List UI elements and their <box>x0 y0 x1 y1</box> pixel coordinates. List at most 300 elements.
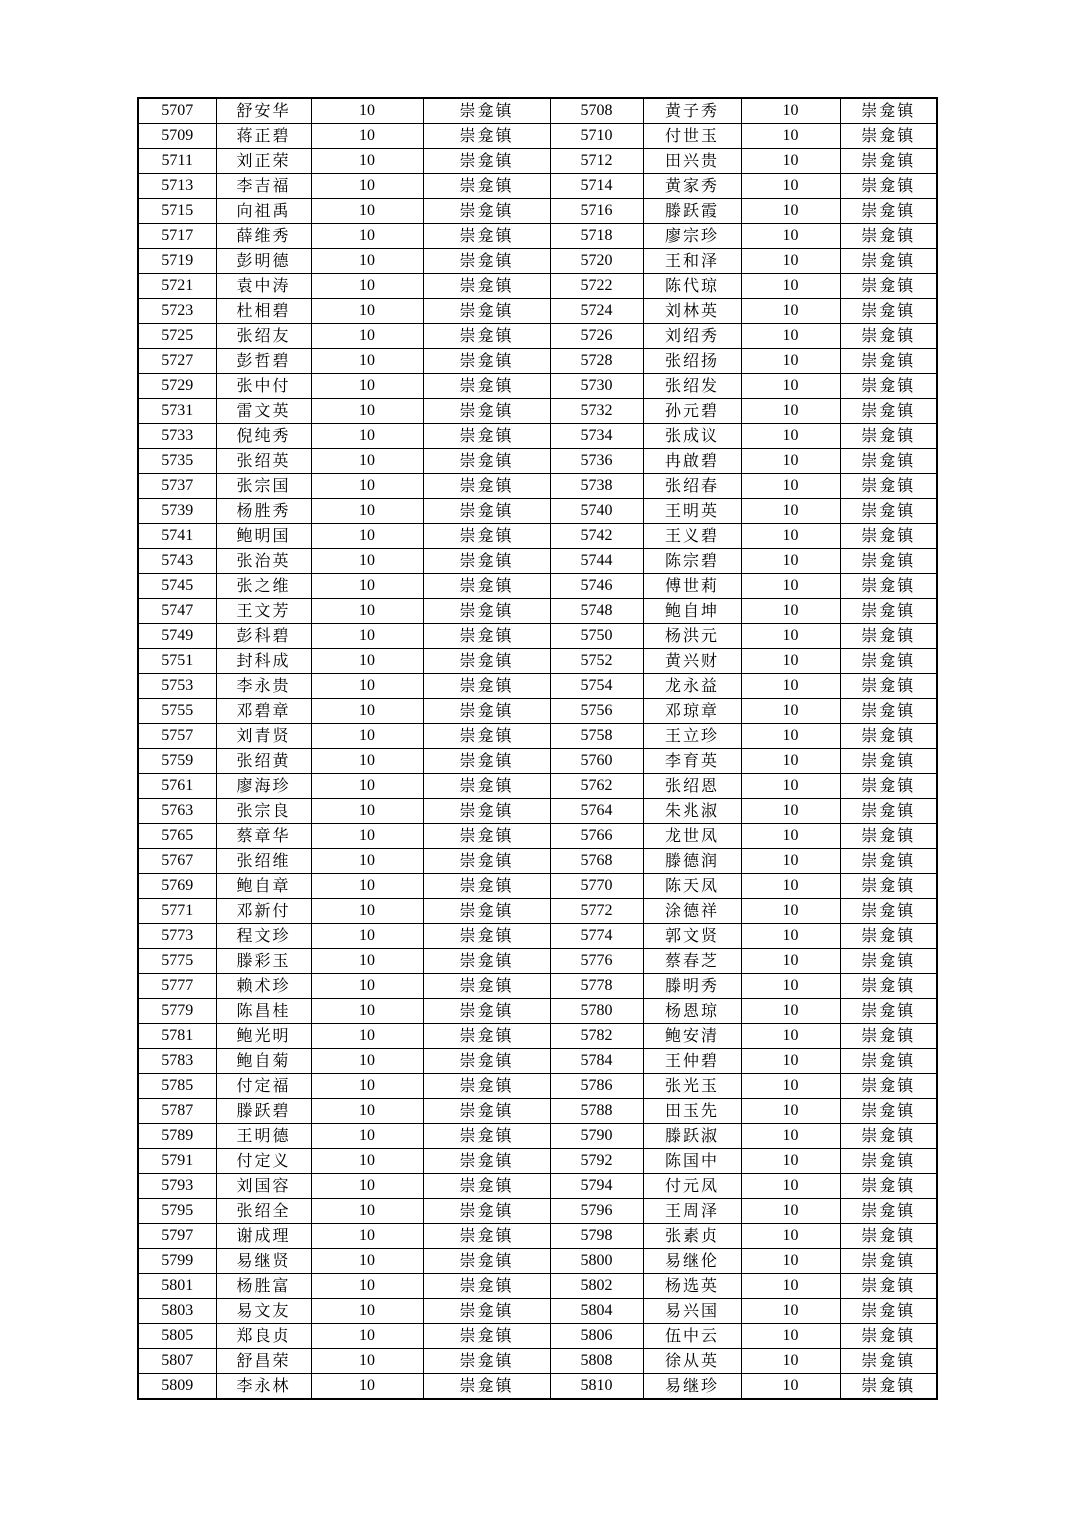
town-name-cell: 崇龛镇 <box>840 774 937 799</box>
amount-cell: 10 <box>311 1074 423 1099</box>
person-name-cell: 滕跃霞 <box>643 199 741 224</box>
record-number-cell: 5759 <box>138 749 216 774</box>
record-number-cell: 5800 <box>550 1249 643 1274</box>
table-row <box>138 724 937 749</box>
amount-cell: 10 <box>741 299 840 324</box>
record-number-cell: 5739 <box>138 499 216 524</box>
amount-cell: 10 <box>311 1374 423 1400</box>
town-name-cell: 崇龛镇 <box>840 174 937 199</box>
town-name-cell: 崇龛镇 <box>423 1374 550 1400</box>
person-name-cell: 杜相碧 <box>216 299 311 324</box>
person-name-cell: 朱兆淑 <box>643 799 741 824</box>
amount-cell: 10 <box>741 1324 840 1349</box>
person-name-cell: 鲍安清 <box>643 1024 741 1049</box>
record-number-cell: 5754 <box>550 674 643 699</box>
town-name-cell: 崇龛镇 <box>423 1274 550 1299</box>
person-name-cell: 涂德祥 <box>643 899 741 924</box>
record-number-cell: 5808 <box>550 1349 643 1374</box>
town-name-cell: 崇龛镇 <box>423 774 550 799</box>
record-number-cell: 5810 <box>550 1374 643 1400</box>
person-name-cell: 邓琼章 <box>643 699 741 724</box>
town-name-cell: 崇龛镇 <box>840 449 937 474</box>
record-number-cell: 5763 <box>138 799 216 824</box>
person-name-cell: 陈国中 <box>643 1149 741 1174</box>
table-row <box>138 674 937 699</box>
town-name-cell: 崇龛镇 <box>840 1024 937 1049</box>
town-name-cell: 崇龛镇 <box>423 574 550 599</box>
person-name-cell: 张绍春 <box>643 474 741 499</box>
town-name-cell: 崇龛镇 <box>423 1149 550 1174</box>
record-number-cell: 5804 <box>550 1299 643 1324</box>
record-number-cell: 5793 <box>138 1174 216 1199</box>
town-name-cell: 崇龛镇 <box>423 224 550 249</box>
table-row <box>138 1274 937 1299</box>
record-number-cell: 5758 <box>550 724 643 749</box>
person-name-cell: 陈代琼 <box>643 274 741 299</box>
person-name-cell: 张绍全 <box>216 1199 311 1224</box>
town-name-cell: 崇龛镇 <box>423 549 550 574</box>
record-number-cell: 5710 <box>550 124 643 149</box>
town-name-cell: 崇龛镇 <box>423 1174 550 1199</box>
town-name-cell: 崇龛镇 <box>840 999 937 1024</box>
town-name-cell: 崇龛镇 <box>840 949 937 974</box>
person-name-cell: 蔡章华 <box>216 824 311 849</box>
town-name-cell: 崇龛镇 <box>423 249 550 274</box>
record-number-cell: 5771 <box>138 899 216 924</box>
amount-cell: 10 <box>741 699 840 724</box>
table-row <box>138 849 937 874</box>
record-number-cell: 5789 <box>138 1124 216 1149</box>
record-number-cell: 5769 <box>138 874 216 899</box>
town-name-cell: 崇龛镇 <box>840 574 937 599</box>
person-name-cell: 刘绍秀 <box>643 324 741 349</box>
amount-cell: 10 <box>311 1099 423 1124</box>
record-number-cell: 5716 <box>550 199 643 224</box>
record-number-cell: 5744 <box>550 549 643 574</box>
amount-cell: 10 <box>311 1024 423 1049</box>
amount-cell: 10 <box>741 624 840 649</box>
record-number-cell: 5762 <box>550 774 643 799</box>
person-name-cell: 彭科碧 <box>216 624 311 649</box>
amount-cell: 10 <box>311 799 423 824</box>
town-name-cell: 崇龛镇 <box>840 1299 937 1324</box>
amount-cell: 10 <box>741 899 840 924</box>
record-number-cell: 5782 <box>550 1024 643 1049</box>
person-name-cell: 滕彩玉 <box>216 949 311 974</box>
person-name-cell: 田兴贵 <box>643 149 741 174</box>
record-number-cell: 5714 <box>550 174 643 199</box>
record-number-cell: 5761 <box>138 774 216 799</box>
person-name-cell: 彭哲碧 <box>216 349 311 374</box>
person-name-cell: 龙永益 <box>643 674 741 699</box>
amount-cell: 10 <box>311 249 423 274</box>
table-row <box>138 474 937 499</box>
record-number-cell: 5735 <box>138 449 216 474</box>
town-name-cell: 崇龛镇 <box>840 649 937 674</box>
record-number-cell: 5749 <box>138 624 216 649</box>
amount-cell: 10 <box>741 98 840 124</box>
table-row <box>138 324 937 349</box>
amount-cell: 10 <box>741 649 840 674</box>
record-number-cell: 5801 <box>138 1274 216 1299</box>
table-row <box>138 1124 937 1149</box>
person-name-cell: 杨选英 <box>643 1274 741 1299</box>
table-row <box>138 499 937 524</box>
record-number-cell: 5719 <box>138 249 216 274</box>
person-name-cell: 付世玉 <box>643 124 741 149</box>
town-name-cell: 崇龛镇 <box>840 1374 937 1400</box>
record-number-cell: 5770 <box>550 874 643 899</box>
person-name-cell: 杨恩琼 <box>643 999 741 1024</box>
record-number-cell: 5772 <box>550 899 643 924</box>
record-number-cell: 5747 <box>138 599 216 624</box>
town-name-cell: 崇龛镇 <box>423 1349 550 1374</box>
person-name-cell: 杨洪元 <box>643 624 741 649</box>
amount-cell: 10 <box>311 549 423 574</box>
table-row <box>138 174 937 199</box>
amount-cell: 10 <box>741 474 840 499</box>
table-row <box>138 1374 937 1400</box>
amount-cell: 10 <box>741 1174 840 1199</box>
town-name-cell: 崇龛镇 <box>423 1249 550 1274</box>
person-name-cell: 李吉福 <box>216 174 311 199</box>
person-name-cell: 杨胜秀 <box>216 499 311 524</box>
person-name-cell: 张素贞 <box>643 1224 741 1249</box>
record-number-cell: 5723 <box>138 299 216 324</box>
amount-cell: 10 <box>741 1224 840 1249</box>
amount-cell: 10 <box>741 149 840 174</box>
record-number-cell: 5707 <box>138 98 216 124</box>
town-name-cell: 崇龛镇 <box>840 849 937 874</box>
town-name-cell: 崇龛镇 <box>840 549 937 574</box>
town-name-cell: 崇龛镇 <box>423 474 550 499</box>
amount-cell: 10 <box>311 999 423 1024</box>
amount-cell: 10 <box>311 324 423 349</box>
record-number-cell: 5748 <box>550 599 643 624</box>
amount-cell: 10 <box>741 1024 840 1049</box>
table-row <box>138 449 937 474</box>
amount-cell: 10 <box>741 374 840 399</box>
record-number-cell: 5787 <box>138 1099 216 1124</box>
record-number-cell: 5727 <box>138 349 216 374</box>
person-name-cell: 张绍维 <box>216 849 311 874</box>
table-row <box>138 1249 937 1274</box>
amount-cell: 10 <box>741 1349 840 1374</box>
amount-cell: 10 <box>741 224 840 249</box>
person-name-cell: 伍中云 <box>643 1324 741 1349</box>
amount-cell: 10 <box>311 1324 423 1349</box>
amount-cell: 10 <box>311 699 423 724</box>
record-number-cell: 5790 <box>550 1124 643 1149</box>
record-number-cell: 5722 <box>550 274 643 299</box>
table-row <box>138 349 937 374</box>
person-name-cell: 张治英 <box>216 549 311 574</box>
record-number-cell: 5807 <box>138 1349 216 1374</box>
table-row <box>138 1199 937 1224</box>
town-name-cell: 崇龛镇 <box>840 1324 937 1349</box>
town-name-cell: 崇龛镇 <box>840 924 937 949</box>
table-body <box>138 98 937 1399</box>
record-number-cell: 5729 <box>138 374 216 399</box>
amount-cell: 10 <box>311 1049 423 1074</box>
town-name-cell: 崇龛镇 <box>840 1174 937 1199</box>
record-number-cell: 5778 <box>550 974 643 999</box>
town-name-cell: 崇龛镇 <box>423 449 550 474</box>
amount-cell: 10 <box>311 849 423 874</box>
person-name-cell: 鲍自坤 <box>643 599 741 624</box>
record-number-cell: 5755 <box>138 699 216 724</box>
amount-cell: 10 <box>311 224 423 249</box>
amount-cell: 10 <box>741 549 840 574</box>
table-row <box>138 299 937 324</box>
person-name-cell: 邓新付 <box>216 899 311 924</box>
record-number-cell: 5741 <box>138 524 216 549</box>
record-number-cell: 5731 <box>138 399 216 424</box>
town-name-cell: 崇龛镇 <box>423 899 550 924</box>
person-name-cell: 张中付 <box>216 374 311 399</box>
table-row <box>138 699 937 724</box>
record-number-cell: 5760 <box>550 749 643 774</box>
record-number-cell: 5773 <box>138 924 216 949</box>
record-number-cell: 5785 <box>138 1074 216 1099</box>
record-number-cell: 5784 <box>550 1049 643 1074</box>
record-number-cell: 5717 <box>138 224 216 249</box>
record-number-cell: 5768 <box>550 849 643 874</box>
table-row <box>138 624 937 649</box>
person-name-cell: 鲍明国 <box>216 524 311 549</box>
town-name-cell: 崇龛镇 <box>840 524 937 549</box>
amount-cell: 10 <box>741 1099 840 1124</box>
record-number-cell: 5764 <box>550 799 643 824</box>
amount-cell: 10 <box>311 574 423 599</box>
table-row <box>138 899 937 924</box>
table-row <box>138 974 937 999</box>
table-row <box>138 274 937 299</box>
amount-cell: 10 <box>741 324 840 349</box>
amount-cell: 10 <box>741 724 840 749</box>
table-row <box>138 1349 937 1374</box>
amount-cell: 10 <box>311 474 423 499</box>
amount-cell: 10 <box>741 424 840 449</box>
record-number-cell: 5779 <box>138 999 216 1024</box>
person-name-cell: 刘青贤 <box>216 724 311 749</box>
person-name-cell: 易文友 <box>216 1299 311 1324</box>
person-name-cell: 付元凤 <box>643 1174 741 1199</box>
table-row <box>138 1299 937 1324</box>
person-name-cell: 滕德润 <box>643 849 741 874</box>
town-name-cell: 崇龛镇 <box>423 349 550 374</box>
person-name-cell: 郭文贤 <box>643 924 741 949</box>
town-name-cell: 崇龛镇 <box>423 1199 550 1224</box>
town-name-cell: 崇龛镇 <box>840 799 937 824</box>
record-number-cell: 5799 <box>138 1249 216 1274</box>
record-number-cell: 5795 <box>138 1199 216 1224</box>
amount-cell: 10 <box>741 1374 840 1400</box>
record-number-cell: 5745 <box>138 574 216 599</box>
town-name-cell: 崇龛镇 <box>840 374 937 399</box>
town-name-cell: 崇龛镇 <box>423 1299 550 1324</box>
amount-cell: 10 <box>311 174 423 199</box>
town-name-cell: 崇龛镇 <box>840 724 937 749</box>
amount-cell: 10 <box>741 199 840 224</box>
amount-cell: 10 <box>741 1049 840 1074</box>
record-number-cell: 5757 <box>138 724 216 749</box>
record-number-cell: 5797 <box>138 1224 216 1249</box>
town-name-cell: 崇龛镇 <box>840 749 937 774</box>
amount-cell: 10 <box>311 749 423 774</box>
person-name-cell: 张宗良 <box>216 799 311 824</box>
person-name-cell: 张绍发 <box>643 374 741 399</box>
person-name-cell: 李永贵 <box>216 674 311 699</box>
table-row <box>138 224 937 249</box>
town-name-cell: 崇龛镇 <box>840 124 937 149</box>
person-name-cell: 谢成理 <box>216 1224 311 1249</box>
town-name-cell: 崇龛镇 <box>840 1124 937 1149</box>
amount-cell: 10 <box>741 949 840 974</box>
person-name-cell: 黄子秀 <box>643 98 741 124</box>
table-row <box>138 949 937 974</box>
town-name-cell: 崇龛镇 <box>423 124 550 149</box>
amount-cell: 10 <box>311 299 423 324</box>
town-name-cell: 崇龛镇 <box>423 499 550 524</box>
amount-cell: 10 <box>741 799 840 824</box>
town-name-cell: 崇龛镇 <box>423 1124 550 1149</box>
amount-cell: 10 <box>311 1274 423 1299</box>
record-number-cell: 5777 <box>138 974 216 999</box>
person-name-cell: 倪纯秀 <box>216 424 311 449</box>
person-name-cell: 刘林英 <box>643 299 741 324</box>
amount-cell: 10 <box>741 974 840 999</box>
town-name-cell: 崇龛镇 <box>423 199 550 224</box>
town-name-cell: 崇龛镇 <box>423 174 550 199</box>
town-name-cell: 崇龛镇 <box>423 624 550 649</box>
person-name-cell: 张绍英 <box>216 449 311 474</box>
person-name-cell: 张光玉 <box>643 1074 741 1099</box>
record-number-cell: 5794 <box>550 1174 643 1199</box>
town-name-cell: 崇龛镇 <box>840 1199 937 1224</box>
person-name-cell: 黄兴财 <box>643 649 741 674</box>
record-number-cell: 5765 <box>138 824 216 849</box>
record-number-cell: 5776 <box>550 949 643 974</box>
person-name-cell: 李育英 <box>643 749 741 774</box>
amount-cell: 10 <box>311 124 423 149</box>
town-name-cell: 崇龛镇 <box>840 974 937 999</box>
town-name-cell: 崇龛镇 <box>840 899 937 924</box>
person-name-cell: 廖宗珍 <box>643 224 741 249</box>
amount-cell: 10 <box>741 524 840 549</box>
amount-cell: 10 <box>311 374 423 399</box>
person-name-cell: 张成议 <box>643 424 741 449</box>
amount-cell: 10 <box>741 1124 840 1149</box>
amount-cell: 10 <box>311 624 423 649</box>
town-name-cell: 崇龛镇 <box>423 1224 550 1249</box>
amount-cell: 10 <box>741 274 840 299</box>
table-row <box>138 1174 937 1199</box>
table-row <box>138 999 937 1024</box>
town-name-cell: 崇龛镇 <box>840 224 937 249</box>
person-name-cell: 王明英 <box>643 499 741 524</box>
table-row <box>138 749 937 774</box>
town-name-cell: 崇龛镇 <box>840 399 937 424</box>
person-name-cell: 龙世凤 <box>643 824 741 849</box>
person-name-cell: 郑良贞 <box>216 1324 311 1349</box>
record-number-cell: 5783 <box>138 1049 216 1074</box>
table-row <box>138 824 937 849</box>
person-name-cell: 冉啟碧 <box>643 449 741 474</box>
record-number-cell: 5732 <box>550 399 643 424</box>
amount-cell: 10 <box>311 1149 423 1174</box>
person-name-cell: 薛维秀 <box>216 224 311 249</box>
record-number-cell: 5805 <box>138 1324 216 1349</box>
amount-cell: 10 <box>741 824 840 849</box>
person-name-cell: 赖术珍 <box>216 974 311 999</box>
town-name-cell: 崇龛镇 <box>423 874 550 899</box>
person-name-cell: 鲍光明 <box>216 1024 311 1049</box>
record-number-cell: 5708 <box>550 98 643 124</box>
person-name-cell: 雷文英 <box>216 399 311 424</box>
town-name-cell: 崇龛镇 <box>423 974 550 999</box>
record-number-cell: 5743 <box>138 549 216 574</box>
town-name-cell: 崇龛镇 <box>423 1049 550 1074</box>
table-row <box>138 924 937 949</box>
amount-cell: 10 <box>311 774 423 799</box>
town-name-cell: 崇龛镇 <box>840 1149 937 1174</box>
town-name-cell: 崇龛镇 <box>423 999 550 1024</box>
table-row <box>138 124 937 149</box>
amount-cell: 10 <box>741 124 840 149</box>
amount-cell: 10 <box>311 874 423 899</box>
amount-cell: 10 <box>311 599 423 624</box>
town-name-cell: 崇龛镇 <box>423 274 550 299</box>
record-number-cell: 5753 <box>138 674 216 699</box>
amount-cell: 10 <box>311 1199 423 1224</box>
amount-cell: 10 <box>741 1199 840 1224</box>
person-name-cell: 彭明德 <box>216 249 311 274</box>
record-number-cell: 5733 <box>138 424 216 449</box>
amount-cell: 10 <box>311 98 423 124</box>
amount-cell: 10 <box>311 1299 423 1324</box>
amount-cell: 10 <box>741 1074 840 1099</box>
record-number-cell: 5740 <box>550 499 643 524</box>
record-number-cell: 5724 <box>550 299 643 324</box>
table-row <box>138 1224 937 1249</box>
table-row <box>138 874 937 899</box>
record-number-cell: 5786 <box>550 1074 643 1099</box>
record-number-cell: 5775 <box>138 949 216 974</box>
amount-cell: 10 <box>311 674 423 699</box>
town-name-cell: 崇龛镇 <box>840 824 937 849</box>
town-name-cell: 崇龛镇 <box>423 849 550 874</box>
person-name-cell: 滕明秀 <box>643 974 741 999</box>
town-name-cell: 崇龛镇 <box>423 149 550 174</box>
amount-cell: 10 <box>311 399 423 424</box>
town-name-cell: 崇龛镇 <box>423 524 550 549</box>
person-name-cell: 王周泽 <box>643 1199 741 1224</box>
town-name-cell: 崇龛镇 <box>423 824 550 849</box>
town-name-cell: 崇龛镇 <box>423 98 550 124</box>
person-name-cell: 陈昌桂 <box>216 999 311 1024</box>
town-name-cell: 崇龛镇 <box>840 274 937 299</box>
record-number-cell: 5802 <box>550 1274 643 1299</box>
amount-cell: 10 <box>311 149 423 174</box>
person-name-cell: 向祖禹 <box>216 199 311 224</box>
table-row <box>138 799 937 824</box>
amount-cell: 10 <box>741 749 840 774</box>
record-number-cell: 5791 <box>138 1149 216 1174</box>
record-number-cell: 5711 <box>138 149 216 174</box>
table-row <box>138 574 937 599</box>
amount-cell: 10 <box>741 999 840 1024</box>
